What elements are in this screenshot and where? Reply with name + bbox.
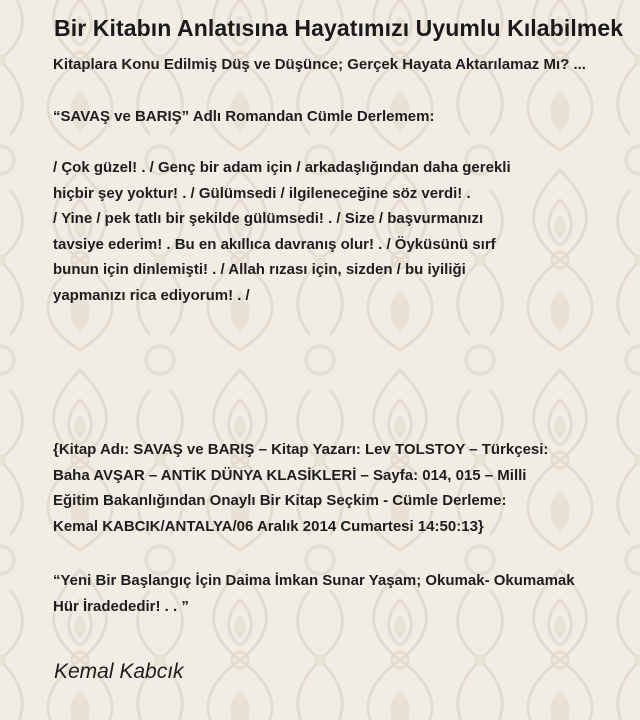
source-line: Kemal KABCIK/ANTALYA/06 Aralık 2014 Cumartesi 14:50:13}: [53, 517, 484, 535]
phrase-compilation: [53, 155, 511, 308]
phrase-line: / Çok güzel! . / Genç bir adam için / arkadaşlığından daha gerekli: [53, 159, 511, 176]
phrase-line: hiçbir şey yoktur! . / Gülümsedi / ilgileneceğine söz verdi! .: [53, 184, 471, 202]
phrase-line: tavsiye ederim! . Bu en akıllıca davranış olur! . / Öyküsünü sırf: [53, 235, 496, 253]
quote-line: “Yeni Bir Başlangıç İçin Daima İmkan Sunar Yaşam; Okumak- Okumamak: [53, 572, 575, 589]
source-line: Eğitim Bakanlığından Onaylı Bir Kitap Seçkim - Cümle Derleme:: [53, 492, 507, 509]
article-subtitle: Kitaplara Konu Edilmiş Düş ve Düşünce; Gerçek Hayata Aktarılamaz Mı? ...: [53, 56, 586, 73]
quote-line: Hür İradededir! . . ”: [53, 597, 189, 615]
phrase-line: / Yine / pek tatlı bir şekilde gülümsedi! . / Size / başvurmanızı: [53, 210, 484, 227]
author-signature: Kemal Kabcık: [54, 660, 184, 683]
closing-quote: [53, 568, 575, 619]
source-line: Baha AVŞAR – ANTİK DÜNYA KLASİKLERİ – Sayfa: 014, 015 – Milli: [53, 466, 527, 484]
article-title: Bir Kitabın Anlatısına Hayatımızı Uyumlu Kılabilmek: [54, 15, 624, 41]
section-heading: “SAVAŞ ve BARIŞ” Adlı Romandan Cümle Derlemem:: [53, 108, 435, 125]
source-line: {Kitap Adı: SAVAŞ ve BARIŞ – Kitap Yazarı: Lev TOLSTOY – Türkçesi:: [53, 441, 549, 458]
book-source-info: [53, 437, 548, 539]
phrase-line: bunun için dinlemişti! . / Allah rızası için, sizden / bu iyiliği: [53, 261, 466, 278]
phrase-line: yapmanızı rica ediyorum! . /: [53, 286, 250, 304]
